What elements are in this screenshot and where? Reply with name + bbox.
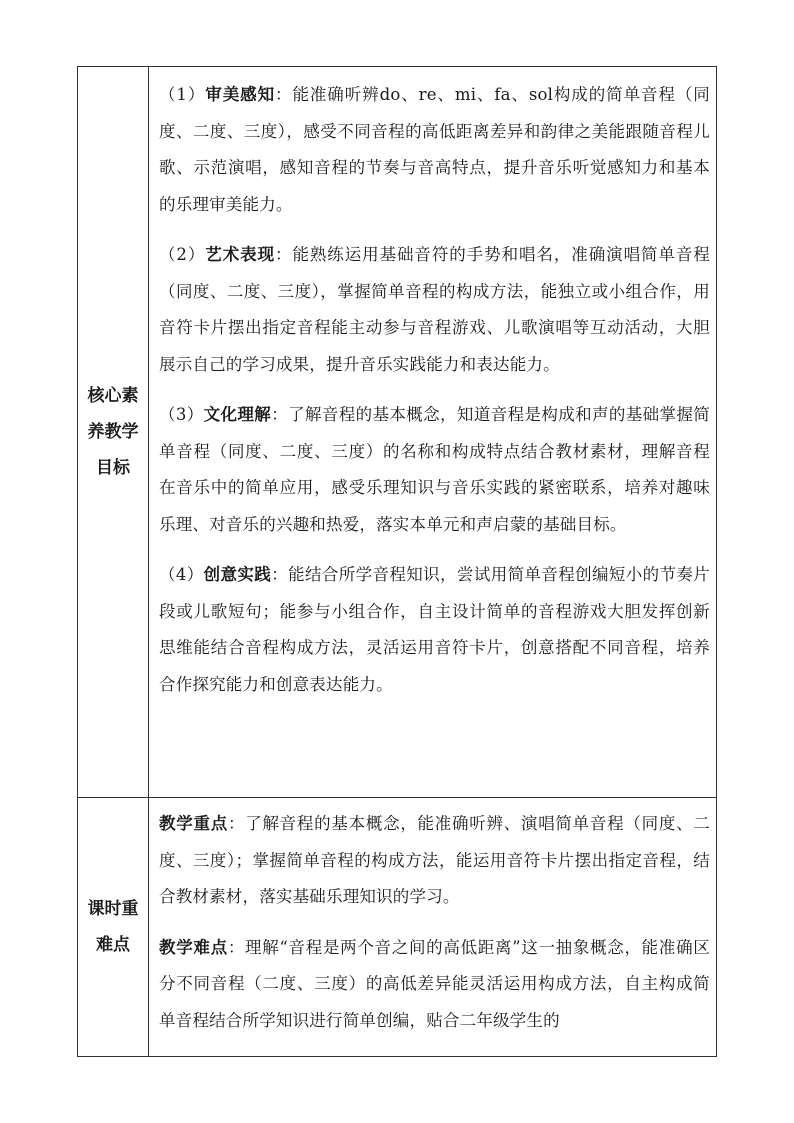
title-separator: ： <box>227 937 246 957</box>
lesson-plan-table <box>77 66 717 1057</box>
paragraph-number: （1） <box>159 85 206 104</box>
difficult-point-paragraph <box>159 930 710 1040</box>
paragraph-text: 能熟练运用基础音符的手势和唱名，准确演唱简单音程（同度、二度、三度），掌握简单音程的构成方法，能独立或小组合作，用音符卡片摆出指定音程能主动参与音程游戏、儿歌演唱等互动活动，大胆展示自己的学习成果，提升音乐实践能力和表达能力。 <box>159 245 710 374</box>
paragraph-number: （3） <box>159 405 204 424</box>
core-literacy-row <box>78 67 717 798</box>
paragraph-title: 教学重点 <box>159 814 228 833</box>
objectives-cell <box>149 67 717 798</box>
key-point-paragraph <box>159 806 710 916</box>
title-separator: ： <box>227 814 246 833</box>
paragraph-text: 能准确听辨do、re、mi、fa、sol构成的简单音程（同度、二度、三度），感受不同音程的高低距离差异和韵律之美能跟随音程儿歌、示范演唱，感知音程的节奏与音高特点，提升音乐听觉感知力和基本的乐理审美能力。 <box>159 85 710 214</box>
title-separator: ： <box>271 405 289 424</box>
objective-paragraph <box>159 557 710 703</box>
row-label-cell <box>78 67 149 798</box>
row-label-cell <box>78 798 149 1057</box>
paragraph-title: 艺术表现 <box>205 245 275 264</box>
paragraph-title: 创意实践 <box>203 565 272 584</box>
key-difficult-row <box>78 798 717 1057</box>
paragraph-number: （2） <box>159 245 206 264</box>
row-label: 核心素养教学目标 <box>87 386 139 478</box>
paragraph-text: 理解“音程是两个音之间的高低距离”这一抽象概念，能准确区分不同音程（二度、三度）的高低差异能灵活运用构成方法，自主构成简单音程结合所学知识进行简单创编，贴合二年级学生的 <box>159 937 710 1030</box>
paragraph-number: （4） <box>159 565 204 584</box>
title-separator: ： <box>275 245 293 264</box>
row-label: 课时重难点 <box>87 899 139 955</box>
objective-paragraph <box>159 397 710 543</box>
title-separator: ： <box>275 85 293 104</box>
title-separator: ： <box>271 565 289 584</box>
paragraph-title: 审美感知 <box>205 85 276 104</box>
paragraph-title: 教学难点 <box>159 937 228 957</box>
objective-paragraph <box>159 77 710 223</box>
objective-paragraph <box>159 237 710 383</box>
paragraph-text: 了解音程的基本概念，知道音程是构成和声的基础掌握简单音程（同度、二度、三度）的名称和构成特点结合教材素材，理解音程在音乐中的简单应用，感受乐理知识与音乐实践的紧密联系，培养对趣味乐理、对音乐的兴趣和热爱，落实本单元和声启蒙的基础目标。 <box>159 405 710 534</box>
paragraph-text: 能结合所学音程知识，尝试用简单音程创编短小的节奏片段或儿歌短句；能参与小组合作，自主设计简单的音程游戏大胆发挥创新思维能结合音程构成方法，灵活运用音符卡片，创意搭配不同音程，培养合作探究能力和创意表达能力。 <box>159 565 710 694</box>
paragraph-text: 了解音程的基本概念，能准确听辨、演唱简单音程（同度、二度、三度）；掌握简单音程的构成方法，能运用音符卡片摆出指定音程，结合教材素材，落实基础乐理知识的学习。 <box>159 814 711 906</box>
paragraph-title: 文化理解 <box>203 405 272 424</box>
key-points-cell <box>149 798 717 1057</box>
